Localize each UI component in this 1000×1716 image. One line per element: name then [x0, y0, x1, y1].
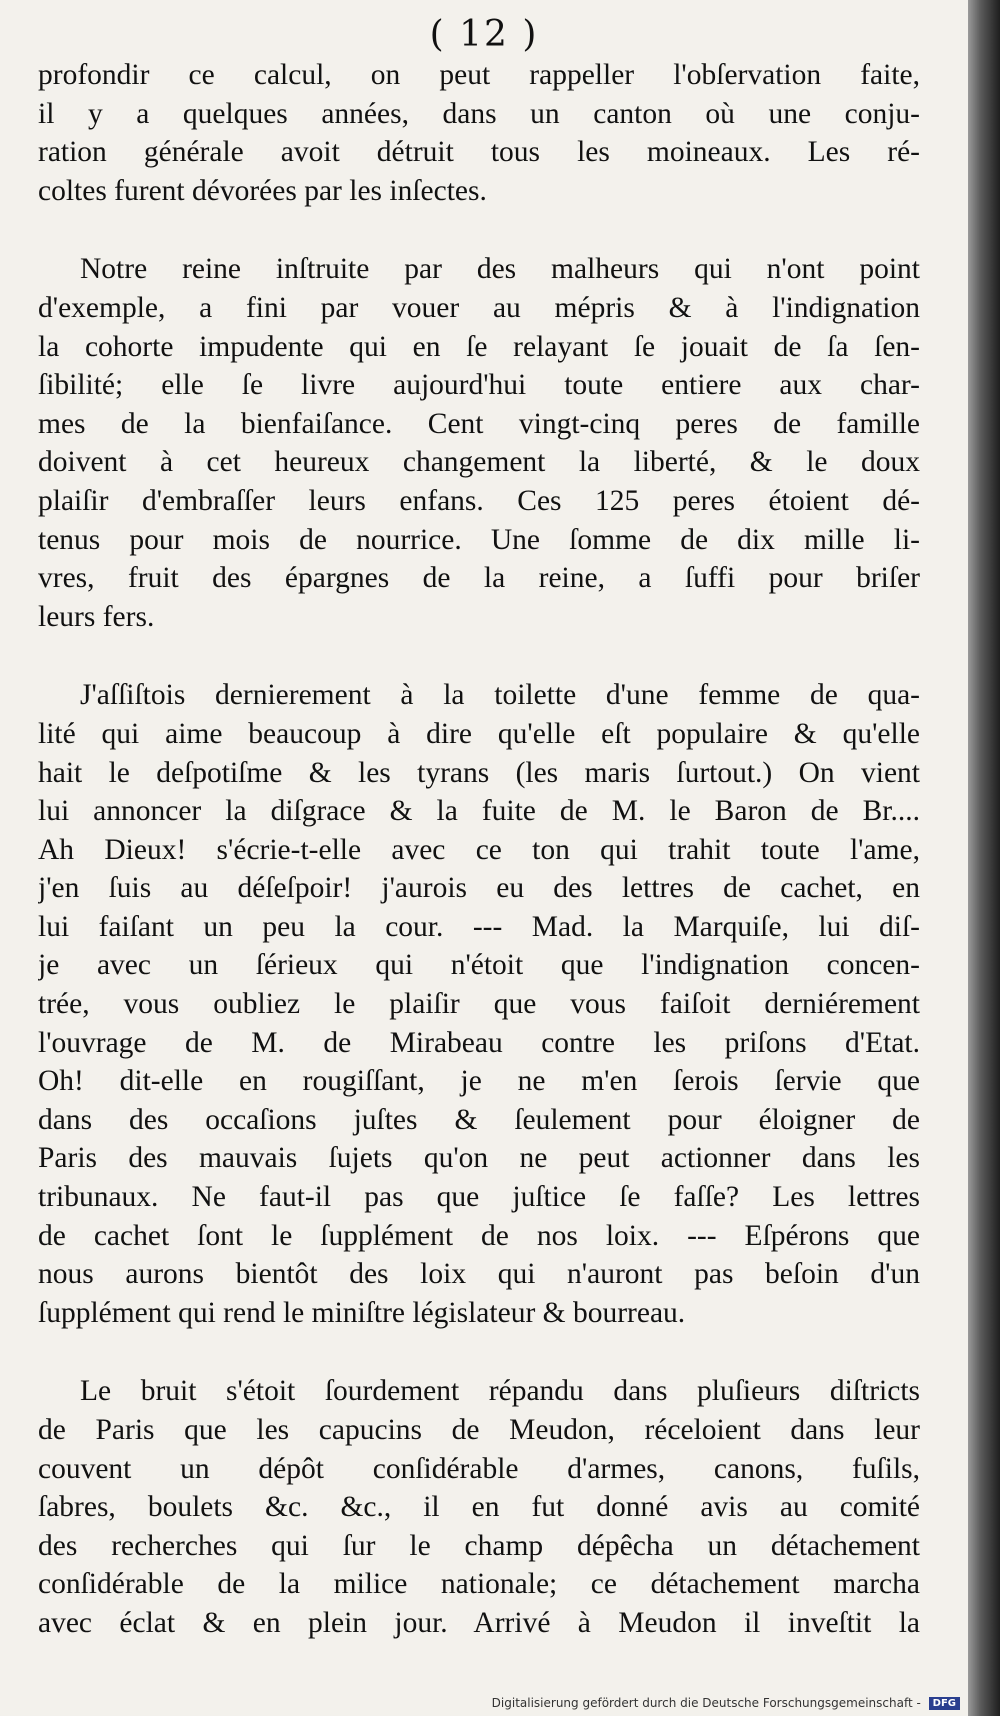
text-line: des recherches qui ſur le champ dépêcha un détachement	[38, 1529, 920, 1562]
text-line: j'en ſuis au déſeſpoir! j'aurois eu des lettres de cachet, en	[38, 872, 920, 905]
text-line: lui annoncer la diſgrace & la fuite de M. le Baron de Br....	[38, 795, 920, 828]
footer-text: Digitalisierung gefördert durch die Deutsche Forschungsgemeinschaft -	[491, 1696, 921, 1710]
text-line: leurs fers.	[38, 600, 155, 633]
text-line: ſupplément qui rend le miniſtre législateur & bourreau.	[38, 1296, 686, 1329]
text-line: couvent un dépôt conſidérable d'armes, canons, fuſils,	[38, 1452, 920, 1485]
text-line: plaiſir d'embraſſer leurs enfans. Ces 125 peres étoient dé-	[38, 484, 920, 517]
page-number: ( 12 )	[429, 14, 539, 55]
text-line: tribunaux. Ne faut-il pas que juſtice ſe faſſe? Les lettres	[38, 1181, 920, 1214]
text-line: vres, fruit des épargnes de la reine, a ſuffi pour briſer	[38, 562, 920, 595]
text-line: Le bruit s'étoit ſourdement répandu dans pluſieurs diſtricts	[80, 1375, 920, 1408]
text-line: ſabres, boulets &c. &c., il en fut donné avis au comité	[38, 1491, 920, 1524]
page-edge-shadow	[968, 0, 1000, 1716]
text-line: ſibilité; elle ſe livre aujourd'hui toute entiere aux char-	[38, 369, 920, 402]
text-line: nous aurons bientôt des loix qui n'auront pas beſoin d'un	[38, 1258, 920, 1291]
text-line: lui faiſant un peu la cour. --- Mad. la Marquiſe, lui diſ-	[38, 910, 920, 943]
digitization-credit	[492, 1696, 960, 1710]
text-line: avec éclat & en plein jour. Arrivé à Meudon il inveſtit la	[38, 1606, 920, 1639]
text-line: profondir ce calcul, on peut rappeller l'obſervation faite,	[38, 59, 920, 91]
text-line: doivent à cet heureux changement la liberté, & le doux	[38, 446, 920, 479]
text-line: trée, vous oubliez le plaiſir que vous faiſoit derniérement	[38, 988, 920, 1021]
paragraph-4	[38, 1372, 920, 1642]
text-line: Paris des mauvais ſujets qu'on ne peut actionner dans les	[38, 1142, 920, 1175]
text-line: mes de la bienfaiſance. Cent vingt-cinq peres de famille	[38, 407, 920, 440]
text-line: hait le deſpotiſme & les tyrans (les maris ſurtout.) On vient	[38, 756, 920, 789]
text-line: tenus pour mois de nourrice. Une ſomme de dix mille li-	[38, 523, 920, 556]
text-line: d'exemple, a fini par vouer au mépris & à l'indignation	[38, 291, 920, 324]
text-line: Notre reine inſtruite par des malheurs qui n'ont point	[80, 253, 920, 286]
paragraph-2	[38, 250, 920, 636]
text-line: je avec un ſérieux qui n'étoit que l'indignation concen-	[38, 949, 920, 982]
text-line: conſidérable de la milice nationale; ce détachement marcha	[38, 1568, 920, 1601]
text-line: coltes furent dévorées par les inſectes.	[38, 174, 487, 207]
text-line: de Paris que les capucins de Meudon, réceloient dans leur	[38, 1414, 920, 1446]
text-line: la cohorte impudente qui en ſe relayant ſe jouait de ſa ſen-	[38, 330, 920, 363]
text-line: Ah Dieux! s'écrie-t-elle avec ce ton qui trahit toute l'ame,	[38, 833, 920, 866]
text-line: ration générale avoit détruit tous les moineaux. Les ré-	[38, 136, 920, 169]
text-line: Oh! dit-elle en rougiſſant, je ne m'en ſerois ſervie que	[38, 1065, 920, 1098]
page-body	[38, 56, 920, 1643]
text-line: il y a quelques années, dans un canton où une conju-	[38, 97, 920, 130]
paragraph-1	[38, 56, 920, 210]
text-line: dans des occaſions juſtes & ſeulement pour éloigner de	[38, 1103, 920, 1136]
text-line: l'ouvrage de M. de Mirabeau contre les priſons d'Etat.	[38, 1026, 920, 1059]
text-line: de cachet ſont le ſupplément de nos loix. --- Eſpérons que	[38, 1219, 920, 1252]
text-line: lité qui aime beaucoup à dire qu'elle eſt populaire & qu'elle	[38, 717, 920, 750]
paragraph-3	[38, 676, 920, 1332]
dfg-logo: DFG	[929, 1697, 960, 1710]
text-line: J'aſſiſtois dernierement à la toilette d'une femme de qua-	[80, 679, 920, 712]
